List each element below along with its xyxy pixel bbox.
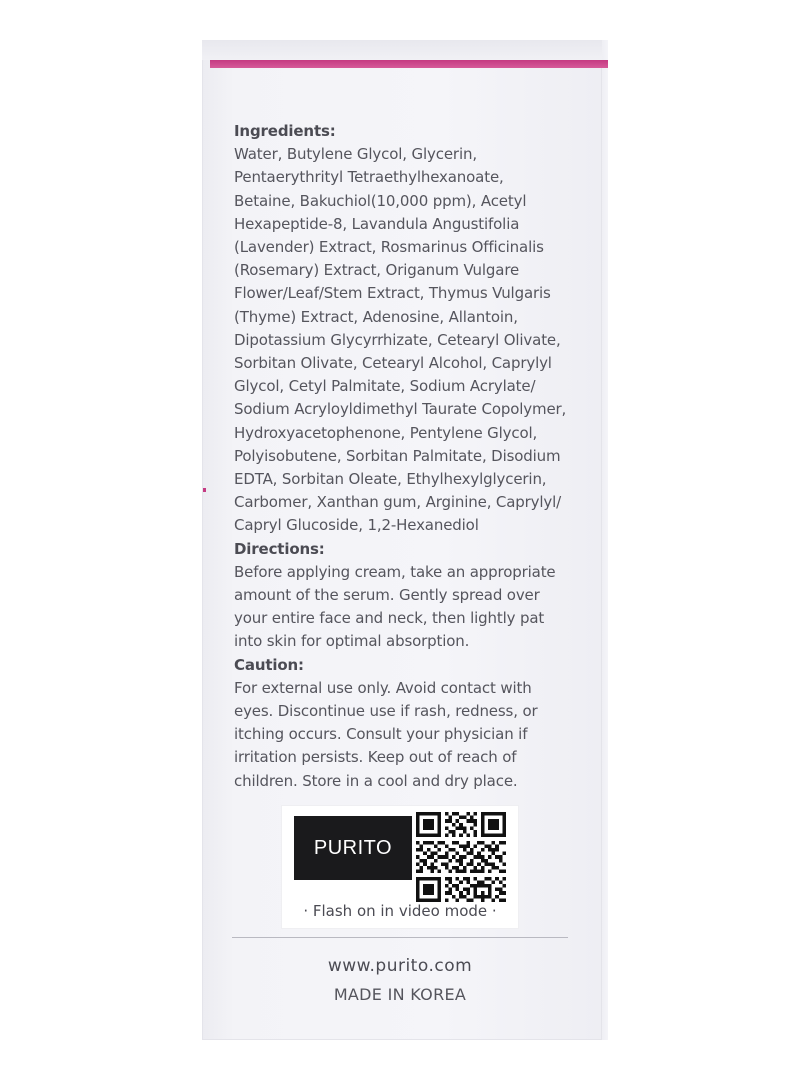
ingredients-heading: Ingredients: bbox=[234, 122, 336, 140]
caution-heading: Caution: bbox=[234, 655, 304, 674]
pink-edge-mark bbox=[203, 488, 206, 492]
divider-line bbox=[232, 937, 568, 938]
qr-code-icon bbox=[416, 812, 506, 902]
pink-accent-strip bbox=[210, 60, 608, 68]
brand-logo bbox=[294, 816, 412, 880]
directions-text: Before applying cream, take an appropriate amount of the serum. Gently spread over your entire face and neck, then lightly pat into skin for optimal absorption. bbox=[234, 562, 556, 651]
product-label-text bbox=[234, 120, 589, 793]
brand-logo-text: PURITO bbox=[313, 836, 393, 859]
directions-heading: Directions: bbox=[234, 539, 325, 558]
qr-sticker bbox=[282, 806, 518, 928]
made-in-label: MADE IN KOREA bbox=[333, 985, 467, 1004]
website-url: www.purito.com bbox=[327, 956, 473, 976]
caution-text: For external use only. Avoid contact with eyes. Discontinue use if rash, redness, or itching occurs. Consult your physician if irritation persists. Keep out of reach of children. Store in a cool and dry place. bbox=[234, 678, 538, 790]
box-top-edge bbox=[202, 40, 602, 60]
ingredients-list: Water, Butylene Glycol, Glycerin, Pentaerythrityl Tetraethylhexanoate, Betaine, Bakuchiol(10,000 ppm), Acetyl Hexapeptide-8, Lavandula Angustifolia (Lavender) Extract, Rosmarinus Officinalis (Rosemary) Extract, Origanum Vulgare Flower/Leaf/Stem Extract, Thymus Vulgaris (Thyme) Extract, Adenosine, Allantoin, Dipotassium Glycyrrhizate, Cetearyl Olivate, Sorbitan Olivate, Cetearyl Alcohol, Caprylyl Glycol, Cetyl Palmitate, Sodium Acrylate/ Sodium Acryloyldimethyl Taurate Copolymer, Hydroxyacetophenone, Pentylene Glycol, Polyisobutene, Sorbitan Palmitate, Disodium EDTA, Sorbitan Oleate, Ethylhexylglycerin, Carbomer, Xanthan gum, Arginine, Caprylyl/ Capryl Glucoside, 1,2-Hexanediol bbox=[234, 145, 567, 535]
qr-caption: · Flash on in video mode · bbox=[303, 902, 497, 920]
